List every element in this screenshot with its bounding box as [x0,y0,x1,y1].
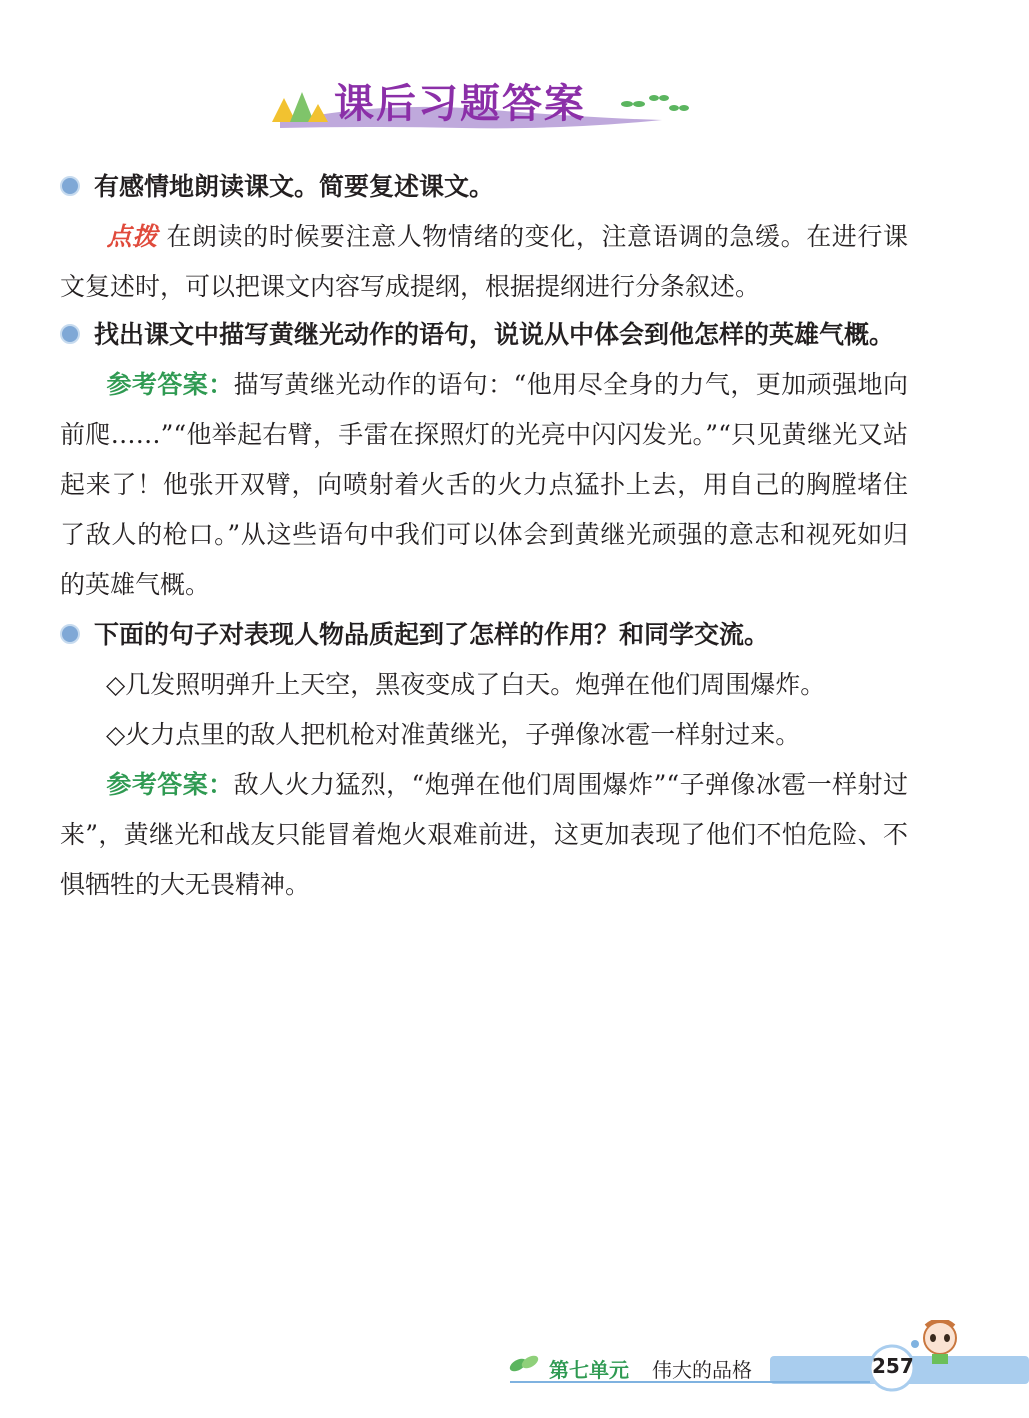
question-2-prompt: 找出课文中描写黄继光动作的语句，说说从中体会到他怎样的英雄气概。 [94,320,895,349]
answer-2-text: 描写黄继光动作的语句：“他用尽全身的力气，更加顽强地向前爬……”“他举起右臂，手雷在探照灯的光亮中闪闪发光。”“只见黄继光又站起来了！他张开双臂，向喷射着火舌的火力点猛扑上去，用自己的胸膛堵住了敌人的枪口。”从这些语句中我们可以体会到黄继光顽强的意志和视死如归的英雄气概。 [60,370,908,599]
footer-unit: 第七单元 [549,1358,629,1382]
answer-1-label: 点拨 [106,222,158,251]
answer-1 [60,212,908,312]
answer-3-label: 参考答案： [106,770,234,799]
answer-2 [60,360,908,610]
example-sentence-1: ◇几发照明弹升上天空，黑夜变成了白天。炮弹在他们周围爆炸。 [106,670,826,699]
question-3-prompt: 下面的句子对表现人物品质起到了怎样的作用？和同学交流。 [94,620,770,649]
answer-3-text: 敌人火力猛烈，“炮弹在他们周围爆炸”“子弹像冰雹一样射过来”，黄继光和战友只能冒着炮火艰难前进，这更加表现了他们不怕危险、不惧牺牲的大无畏精神。 [60,770,908,899]
answer-3 [60,760,908,910]
question-1-prompt: 有感情地朗读课文。简要复述课文。 [94,172,495,201]
question-2 [60,318,894,352]
footer-title: 伟大的品格 [652,1358,752,1382]
bullet-icon [60,324,80,344]
question-1 [60,170,494,204]
bullet-icon [60,176,80,196]
bullet-icon [60,624,80,644]
example-sentence-2: ◇火力点里的敌人把机枪对准黄继光，子弹像冰雹一样射过来。 [106,720,801,749]
question-3 [60,618,769,652]
page-number: 257 [872,1354,914,1378]
answer-2-label: 参考答案： [106,370,234,399]
answer-1-text: 在朗读的时候要注意人物情绪的变化，注意语调的急缓。在进行课文复述时，可以把课文内容写成提纲，根据提纲进行分条叙述。 [60,222,908,301]
page-title: 课后习题答案 [334,81,586,127]
